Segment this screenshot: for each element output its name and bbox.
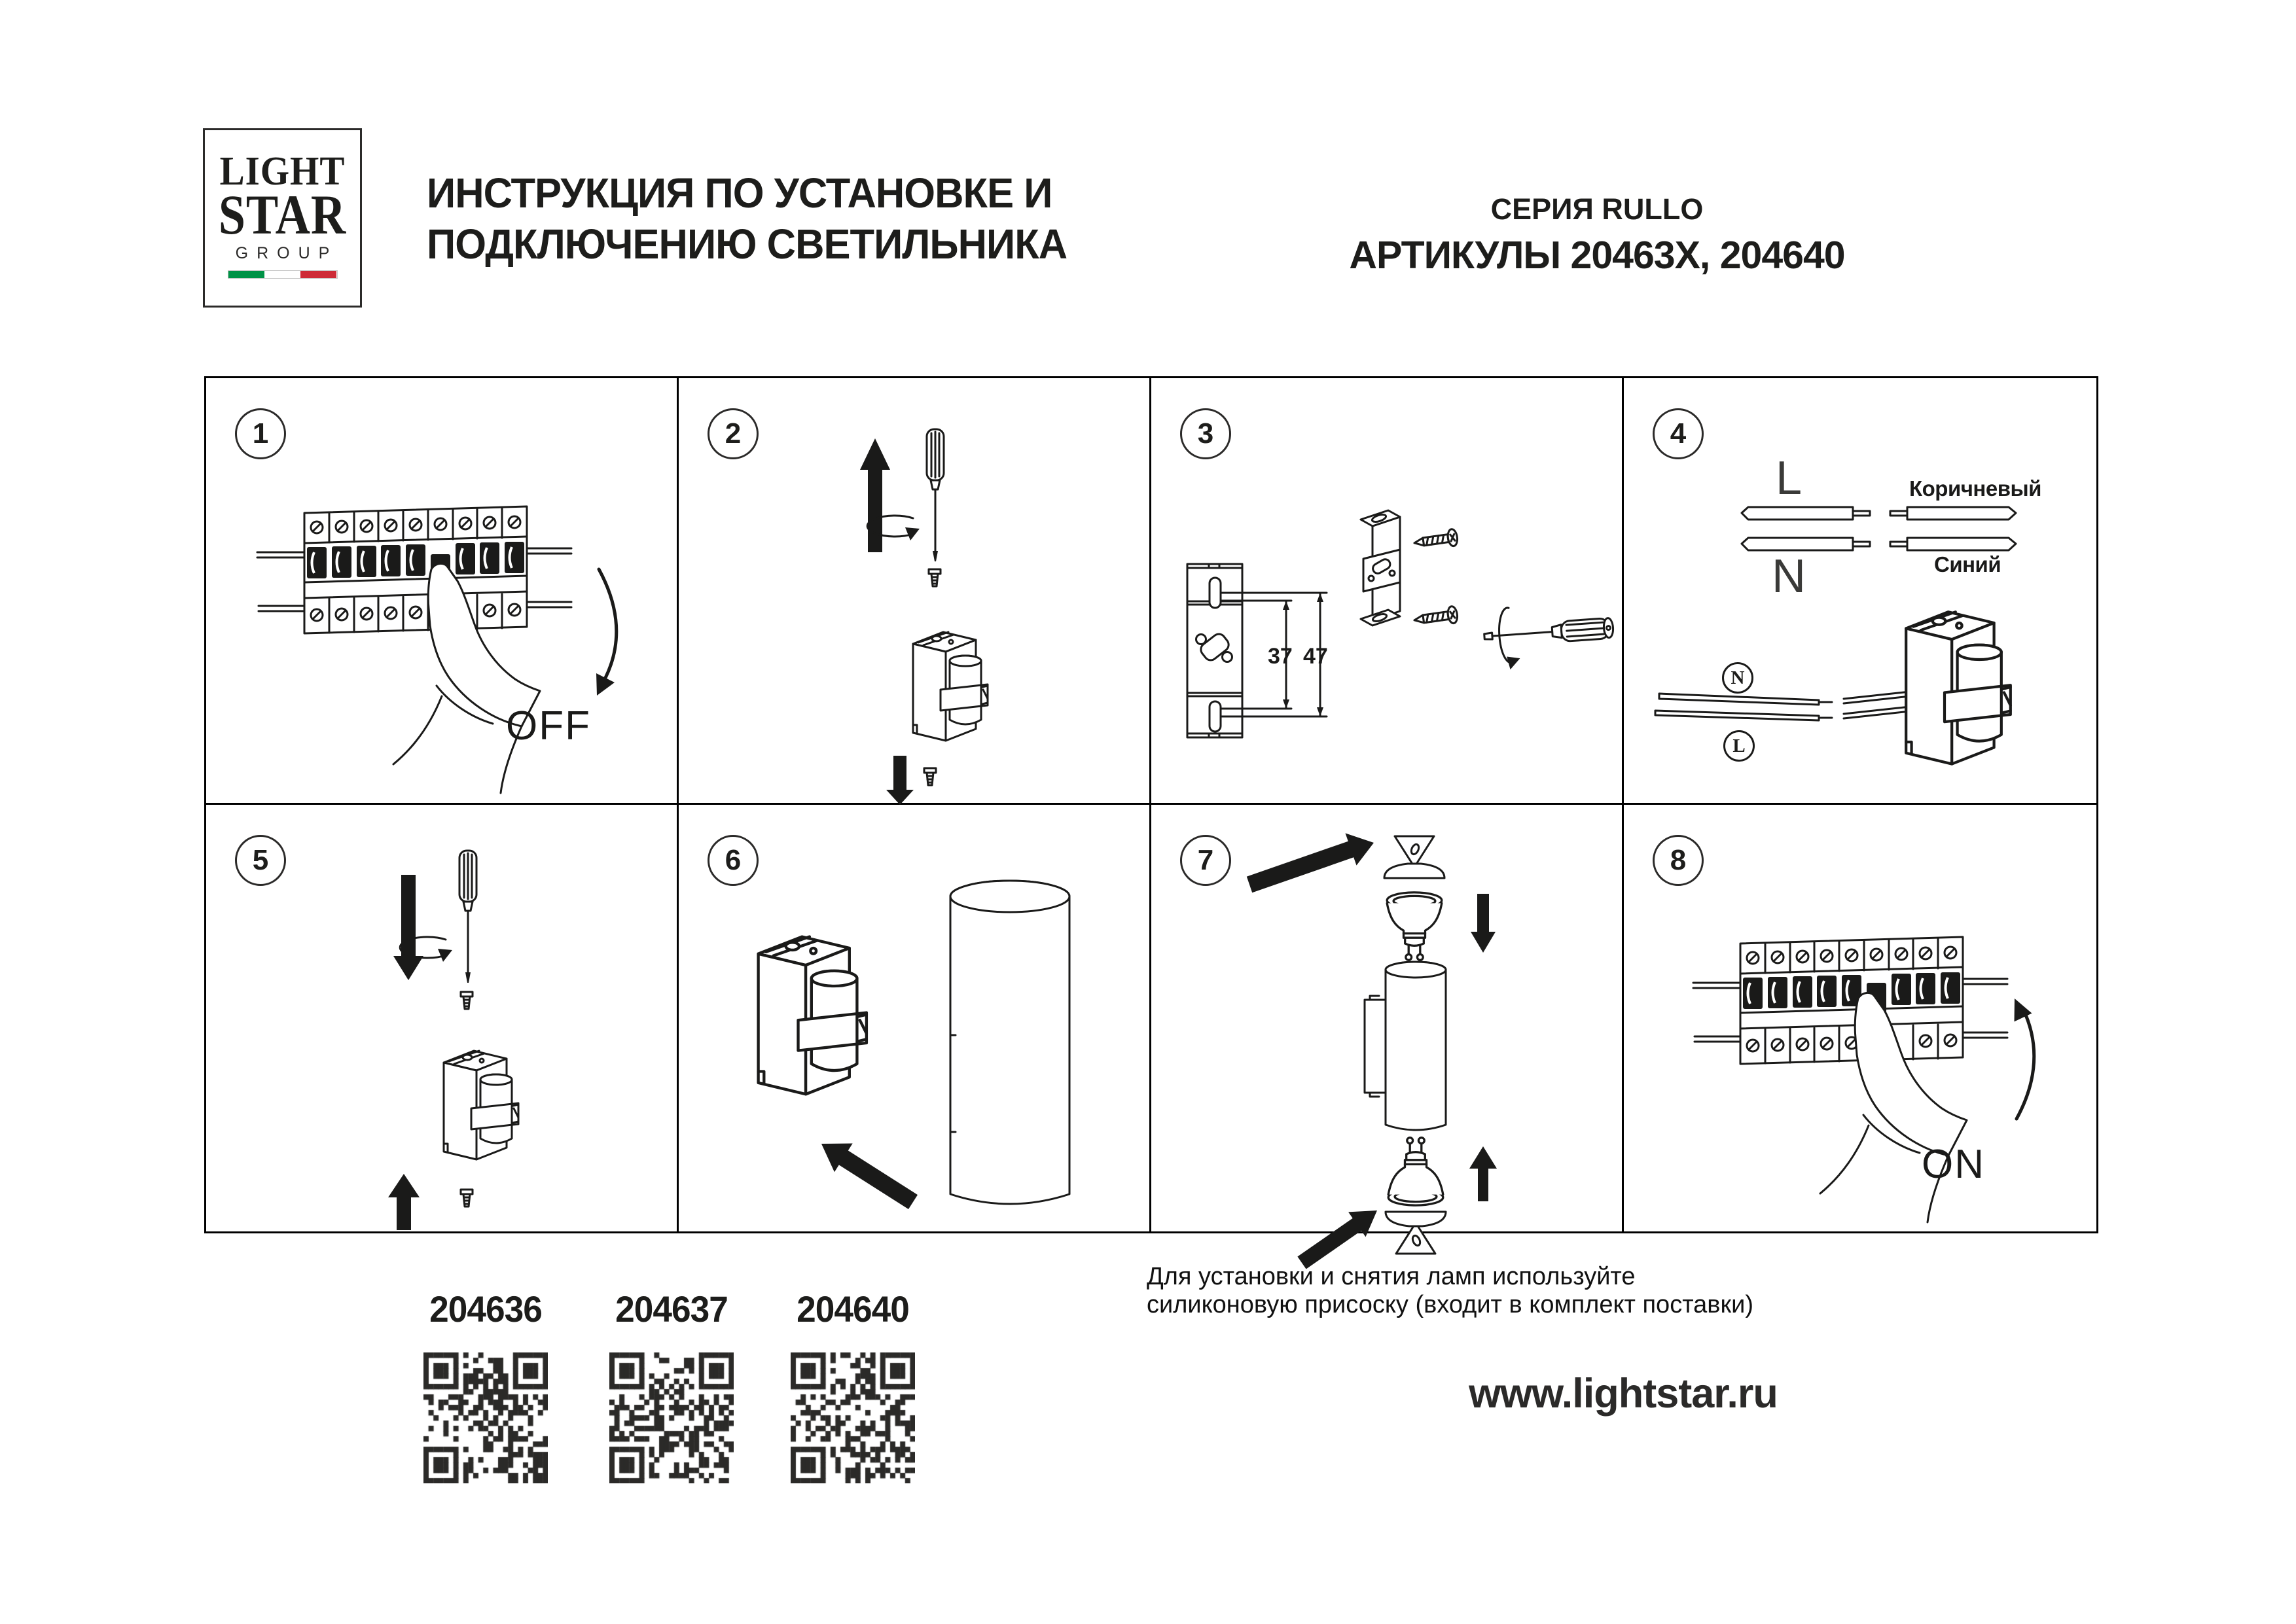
mounting-bracket-drawing <box>1151 378 1624 805</box>
screwdriver-horizontal-icon <box>1482 601 1615 671</box>
attach-shade-drawing <box>679 805 1151 1231</box>
neutral-letter: N <box>1772 550 1806 603</box>
circled-live-mark: L <box>1723 730 1755 762</box>
qr-code-icon <box>791 1352 915 1483</box>
diagonal-arrow-top <box>1247 833 1374 892</box>
step-number-badge: 8 <box>1653 835 1704 886</box>
step-3-panel <box>1151 378 1624 805</box>
step-number-badge: 3 <box>1180 408 1231 459</box>
italian-flag-icon <box>228 271 337 278</box>
series-name: СЕРИЯ RULLO <box>1490 192 1704 226</box>
dimension-47-label: 47 <box>1303 644 1328 669</box>
wall-fixture-drawing <box>759 937 867 1095</box>
step-number-badge: 2 <box>708 408 759 459</box>
step-number-badge: 5 <box>235 835 286 886</box>
off-label: OFF <box>506 703 591 749</box>
shade-cylinder-drawing <box>950 881 1069 1204</box>
wall-fixture-drawing <box>1906 612 2011 764</box>
wiring-diagram-drawing <box>1624 378 2096 805</box>
live-letter: L <box>1776 452 1803 504</box>
lamp-replacement-drawing <box>1151 805 1624 1231</box>
down-arrow-icon <box>393 875 423 980</box>
fixture-wires <box>1655 688 1941 720</box>
step-number-badge: 7 <box>1180 835 1231 886</box>
step-4-panel <box>1624 378 2096 805</box>
flag-red <box>300 271 336 278</box>
breaker-on-drawing <box>1624 805 2096 1231</box>
qr-code-icon <box>609 1352 734 1483</box>
step-number-badge: 1 <box>235 408 286 459</box>
screw-icon <box>929 569 941 586</box>
suction-cup-icon <box>1386 1212 1446 1254</box>
article-code: 204636 <box>429 1288 542 1330</box>
screw-icon <box>924 768 936 785</box>
article-code: 204640 <box>797 1288 909 1330</box>
step-2-panel <box>679 378 1151 805</box>
down-arrow-icon <box>1471 894 1496 953</box>
screw-icon <box>461 1190 473 1207</box>
shade-with-bracket <box>1365 962 1446 1130</box>
article-204640 <box>787 1288 918 1487</box>
wall-plate-drawing <box>1187 564 1242 737</box>
supply-wires <box>1742 507 2016 550</box>
diagonal-arrow-bottom <box>1297 1210 1377 1269</box>
series-header <box>1309 192 1885 277</box>
screw-icon <box>461 992 473 1009</box>
step-8-panel <box>1624 805 2096 1231</box>
suction-cup-note <box>1147 1263 1753 1319</box>
on-label: ON <box>1922 1142 1985 1187</box>
rotate-down-arrow <box>599 569 617 678</box>
wall-fixture-drawing <box>913 632 988 741</box>
flag-green <box>228 271 264 278</box>
fasten-bracket-drawing <box>206 805 679 1231</box>
gu10-lamp-icon <box>1387 892 1442 960</box>
screw-icon <box>1413 606 1458 629</box>
dimension-37-label: 37 <box>1268 644 1293 669</box>
unscrew-bracket-drawing <box>679 378 1151 805</box>
qr-code-icon <box>423 1352 548 1483</box>
insert-arrow <box>821 1144 918 1210</box>
article-204636 <box>420 1288 551 1487</box>
title-line-1: ИНСТРУКЦИЯ ПО УСТАНОВКЕ И <box>427 169 1052 217</box>
website-link: www.lightstar.ru <box>1469 1371 1778 1417</box>
title-line-2: ПОДКЛЮЧЕНИЮ СВЕТИЛЬНИКА <box>427 221 1067 268</box>
suction-cup-icon <box>1384 836 1444 878</box>
breaker-off-drawing <box>206 378 679 805</box>
flag-white <box>264 271 300 278</box>
page-title <box>427 168 1067 270</box>
brown-wire-label: Коричневый <box>1909 476 2041 501</box>
article-code: 204637 <box>615 1288 728 1330</box>
article-204637 <box>606 1288 737 1487</box>
step-number-badge: 4 <box>1653 408 1704 459</box>
series-articles: АРТИКУЛЫ 20463X, 204640 <box>1349 234 1845 277</box>
step-number-badge: 6 <box>708 835 759 886</box>
note-line-2: силиконовую присоску (входит в комплект поставки) <box>1147 1291 1753 1318</box>
blue-wire-label: Синий <box>1934 552 2001 576</box>
down-arrow-icon <box>886 756 914 805</box>
z-bracket-drawing <box>1361 510 1400 626</box>
circled-neutral-mark: N <box>1722 662 1753 694</box>
logo-line-star: STAR <box>218 183 347 246</box>
logo-line-group: GROUP <box>235 244 338 262</box>
step-1-panel <box>206 378 679 805</box>
gu10-lamp-icon <box>1388 1138 1443 1205</box>
wall-fixture-drawing <box>444 1051 518 1159</box>
up-arrow-icon <box>1469 1146 1497 1201</box>
step-7-panel <box>1151 805 1624 1231</box>
screw-icon <box>1413 529 1458 552</box>
lightstar-logo <box>203 128 362 308</box>
rotate-up-arrow <box>2017 1009 2034 1119</box>
note-line-1: Для установки и снятия ламп используйте <box>1147 1263 1636 1290</box>
step-5-panel <box>206 805 679 1231</box>
steps-grid <box>204 376 2098 1233</box>
logo-line-light: LIGHT <box>219 149 346 194</box>
up-arrow-icon <box>388 1174 420 1230</box>
step-6-panel <box>679 805 1151 1231</box>
